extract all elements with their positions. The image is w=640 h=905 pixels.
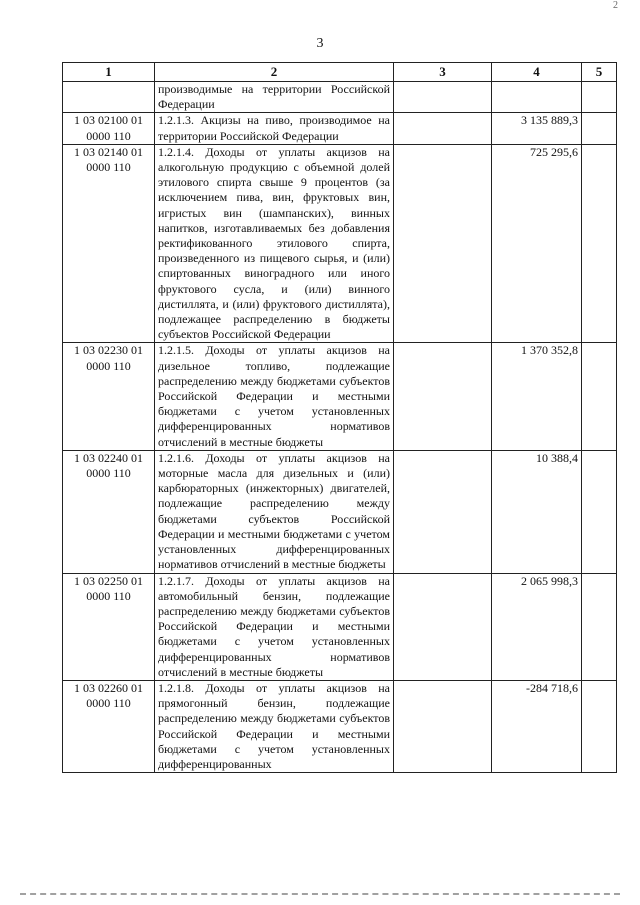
row-code (63, 144, 155, 343)
row-col3 (394, 450, 492, 573)
table-row (63, 144, 617, 343)
row-description: 1.2.1.5. Доходы от уплаты акцизов на дизельное топливо, подлежащие распределению между бюджетами субъектов Российской Федерации и местными бюджетами с учетом установленных дифференцированных нормативов отчислений в местные бюджеты (155, 343, 394, 450)
row-col5 (582, 144, 617, 343)
row-code (63, 573, 155, 680)
row-description: 1.2.1.3. Акцизы на пиво, производимое на территории Российской Федерации (155, 113, 394, 144)
table-row (63, 343, 617, 450)
budget-table (62, 62, 617, 773)
table-row (63, 573, 617, 680)
row-code (63, 680, 155, 772)
row-description: 1.2.1.7. Доходы от уплаты акцизов на автомобильный бензин, подлежащие распределению между бюджетами субъектов Российской Федерации и местными бюджетами с учетом установленных дифференцированных нормативов отчислений в местные бюджеты (155, 573, 394, 680)
table-row (63, 113, 617, 144)
row-code (63, 450, 155, 573)
row-code (63, 82, 155, 113)
scan-footer-marks (20, 893, 620, 898)
row-amount: 10 388,4 (492, 450, 582, 573)
row-amount: 3 135 889,3 (492, 113, 582, 144)
row-code-line-1: 1 03 02140 01 (74, 144, 143, 159)
row-amount: 725 295,6 (492, 144, 582, 343)
row-code-line-2: 0000 110 (86, 588, 131, 603)
row-col5 (582, 113, 617, 144)
row-code-line-1: 1 03 02240 01 (74, 450, 143, 465)
row-code-line-1: 1 03 02100 01 (74, 113, 143, 128)
row-code-line-2: 0000 110 (86, 466, 131, 481)
row-col5 (582, 680, 617, 772)
row-code-line-2: 0000 110 (86, 128, 131, 143)
row-col3 (394, 573, 492, 680)
table-header-row (63, 63, 617, 82)
row-code-line-2: 0000 110 (86, 358, 131, 373)
row-description: производимые на территории Российской Федерации (155, 82, 394, 113)
row-col3 (394, 113, 492, 144)
column-header-4: 4 (492, 63, 582, 82)
column-header-1: 1 (63, 63, 155, 82)
column-header-3: 3 (394, 63, 492, 82)
corner-mark: 2 (613, 0, 618, 11)
row-code-line-1: 1 03 02230 01 (74, 343, 143, 358)
row-description: 1.2.1.6. Доходы от уплаты акцизов на моторные масла для дизельных и (или) карбюраторных (инжекторных) двигателей, подлежащие распределению между бюджетами субъектов Российской Федерации и местными бюджетами с учетом установленных дифференцированных нормативов отчислений в местные бюджеты (155, 450, 394, 573)
row-col5 (582, 573, 617, 680)
column-header-2: 2 (155, 63, 394, 82)
row-code-line-2: 0000 110 (86, 160, 131, 175)
row-code (63, 343, 155, 450)
table-row (63, 450, 617, 573)
row-col5 (582, 343, 617, 450)
row-col3 (394, 144, 492, 343)
row-code (63, 113, 155, 144)
row-code-line-1: 1 03 02260 01 (74, 680, 143, 695)
row-code-line-1: 1 03 02250 01 (74, 573, 143, 588)
row-amount (492, 82, 582, 113)
column-header-5: 5 (582, 63, 617, 82)
row-col3 (394, 680, 492, 772)
row-code-line-2: 0000 110 (86, 696, 131, 711)
table-row (63, 82, 617, 113)
row-col5 (582, 82, 617, 113)
row-col5 (582, 450, 617, 573)
row-amount: -284 718,6 (492, 680, 582, 772)
row-col3 (394, 343, 492, 450)
table-row (63, 680, 617, 772)
row-amount: 2 065 998,3 (492, 573, 582, 680)
row-amount: 1 370 352,8 (492, 343, 582, 450)
row-col3 (394, 82, 492, 113)
page-number: 3 (316, 36, 324, 51)
row-description: 1.2.1.8. Доходы от уплаты акцизов на прямогонный бензин, подлежащие распределению между бюджетами субъектов Российской Федерации и местными бюджетами с учетом установленных дифференцированных (155, 680, 394, 772)
row-description: 1.2.1.4. Доходы от уплаты акцизов на алкогольную продукцию с объемной долей этилового спирта свыше 9 процентов (за исключением пива, вин, фруктовых вин, игристых вин (шампанских), винных напитков, изготавливаемых без добавления ректификованного этилового спирта, произведенного из пищевого сырья, и (или) спиртованных виноградного или иного фруктового сусла, и (или) винного дистиллята, и (или) фруктового дистиллята), подлежащее распределению в бюджеты субъектов Российской Федерации (155, 144, 394, 343)
